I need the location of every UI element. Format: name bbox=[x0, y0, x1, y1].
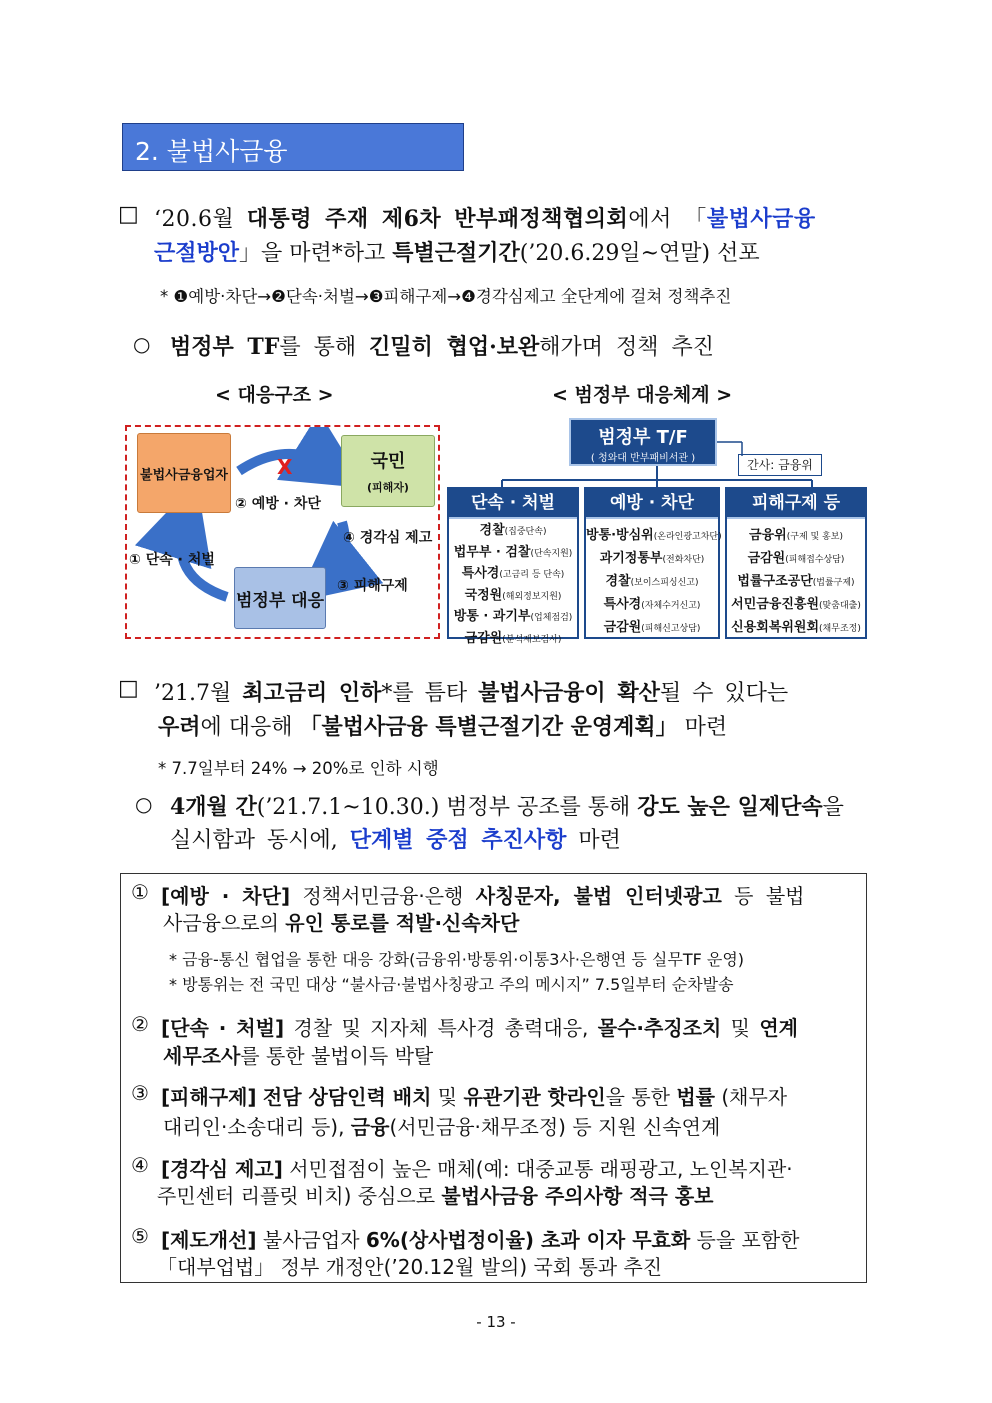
diagram-left-title: < 대응구조 > bbox=[215, 384, 334, 406]
text-run: 4개월 간 bbox=[170, 794, 257, 820]
gov-response-box bbox=[234, 567, 326, 629]
text-run: 해가며 정책 추진 bbox=[539, 335, 715, 360]
text-run: 연계 bbox=[759, 1016, 798, 1040]
para2-sub-line2 bbox=[170, 823, 621, 854]
diagram-right-title: < 범정부 대응체계 > bbox=[552, 384, 733, 406]
text-run: 실시함과 동시에, bbox=[170, 828, 350, 853]
org-item bbox=[586, 525, 722, 548]
text-run: 근절방안 bbox=[154, 240, 240, 266]
text-run: 정책서민금융·은행 bbox=[290, 884, 476, 908]
para2-line1 bbox=[154, 676, 788, 707]
org-item bbox=[449, 607, 577, 629]
org-item bbox=[727, 617, 865, 640]
org-item-role: (피해접수상담) bbox=[785, 555, 845, 565]
text-run: [단속 · 처벌] bbox=[161, 1016, 285, 1040]
org-item-name: 법무부 · 검찰 bbox=[453, 544, 531, 560]
org-item-role: (맞춤대출) bbox=[819, 601, 861, 611]
text-run: 」을 마련*하고 bbox=[239, 241, 393, 266]
measure-number: ③ bbox=[131, 1081, 149, 1105]
text-run: 서민접점이 높은 매체(예: 대중교통 래핑광고, 노인복지관· bbox=[282, 1157, 793, 1181]
org-item-role: (고금리 등 단속) bbox=[499, 570, 565, 580]
text-run: 대리인·소송대리 등), bbox=[163, 1115, 351, 1139]
para1-sub-text bbox=[170, 330, 714, 361]
label-crackdown: ① 단속 · 처벌 bbox=[129, 552, 215, 568]
citizen-box bbox=[341, 435, 435, 507]
measure-line2 bbox=[163, 907, 519, 936]
org-item-name: 신용회복위원회 bbox=[731, 620, 820, 635]
text-run: 6%(상사법정이율) 초과 이자 무효화 bbox=[365, 1228, 691, 1252]
org-head-title: 범정부 T/F bbox=[598, 427, 688, 448]
org-item-name: 특사경 bbox=[461, 566, 500, 581]
org-column-title: 피해구제 등 bbox=[727, 489, 865, 519]
org-item-role: (자체수거신고) bbox=[641, 601, 701, 611]
org-item bbox=[449, 586, 577, 608]
text-run: 주민센터 리플릿 비치) 중심으로 bbox=[157, 1184, 442, 1208]
org-item-role: (온라인광고차단) bbox=[653, 532, 722, 542]
org-item bbox=[586, 594, 718, 617]
text-run: 사금융으로의 bbox=[163, 911, 286, 935]
para1-line2 bbox=[154, 236, 760, 267]
gov-response-label: 범정부 대응 bbox=[235, 590, 325, 611]
measure-note: * 금융-통신 협업을 통한 대응 강화(금융위·방통위·이통3사·은행연 등 실무TF 운영) bbox=[169, 950, 745, 969]
org-item-role: (업체점검) bbox=[530, 613, 573, 623]
text-run: 몰수·추징조치 bbox=[597, 1016, 722, 1040]
measure-line1 bbox=[161, 880, 804, 909]
label-relief: ③ 피해구제 bbox=[337, 578, 408, 594]
org-column bbox=[584, 487, 720, 639]
org-item bbox=[449, 629, 577, 651]
citizen-label: 국민 bbox=[370, 451, 406, 472]
text-run: *를 틈타 bbox=[381, 681, 479, 706]
text-run: 우려 bbox=[158, 714, 201, 740]
para2-bullet: □ bbox=[118, 676, 139, 701]
text-run: ’21.7월 bbox=[154, 681, 243, 706]
measure-number: ④ bbox=[131, 1153, 149, 1177]
para1-sub-bullet: ○ bbox=[133, 332, 151, 356]
measure-line2 bbox=[157, 1251, 662, 1280]
text-run: 긴밀히 협업·보완 bbox=[369, 334, 540, 360]
text-run: 에 대응해 bbox=[200, 715, 300, 740]
org-item bbox=[449, 543, 577, 565]
text-run: 에서 「 bbox=[628, 207, 707, 232]
para2-note: * 7.7일부터 24% → 20%로 인하 시행 bbox=[158, 759, 439, 778]
text-run: 불법사금융 bbox=[706, 206, 816, 232]
measure-number: ② bbox=[131, 1012, 149, 1036]
text-run: 불법사금융이 확산 bbox=[478, 680, 660, 706]
org-head-subtitle: ( 청와대 반부패비서관 ) bbox=[590, 453, 696, 464]
measure-line1 bbox=[161, 1081, 787, 1110]
org-item-name: 과기정통부 bbox=[599, 551, 663, 566]
text-run: (서민금융·채무조정) 등 지원 신속연계 bbox=[389, 1115, 721, 1139]
offender-label: 불법사금융업자 bbox=[140, 467, 228, 483]
citizen-sub-label: (피해자) bbox=[367, 481, 409, 494]
text-run: (’20.6.29일~연말) 선포 bbox=[519, 241, 760, 266]
org-item-role: (전화차단) bbox=[662, 555, 705, 565]
org-item-role: (집중단속) bbox=[504, 527, 547, 537]
org-item bbox=[586, 617, 718, 640]
text-run: 유인 통로를 적발·신속차단 bbox=[285, 911, 520, 935]
para1-line1 bbox=[154, 202, 816, 233]
text-run: 금융 bbox=[350, 1115, 390, 1139]
text-run: 유관기관 핫라인 bbox=[463, 1085, 606, 1109]
text-run: ‘20.6월 bbox=[154, 207, 247, 232]
text-run: 및 bbox=[721, 1016, 760, 1040]
org-item-name: 특사경 bbox=[603, 597, 642, 612]
measure-number: ⑤ bbox=[131, 1224, 149, 1248]
org-item-role: (분석제보검사) bbox=[502, 634, 562, 645]
org-item bbox=[727, 525, 865, 548]
label-alert: ④ 경각심 제고 bbox=[343, 530, 433, 546]
org-head-box bbox=[569, 418, 717, 466]
text-run: 불사금업자 bbox=[256, 1228, 366, 1252]
text-run: 최고금리 인하 bbox=[242, 680, 382, 706]
text-run: 을 bbox=[822, 795, 844, 820]
text-run: 경찰 및 지자체 특사경 총력대응, bbox=[284, 1016, 598, 1040]
org-item-name: 금감원 bbox=[464, 630, 503, 646]
org-item-name: 법률구조공단 bbox=[737, 574, 813, 589]
para1-note: * ❶예방·차단→❷단속·처벌→❸피해구제→❹경각심제고 全단계에 걸쳐 정책추진 bbox=[160, 287, 732, 306]
para1-bullet: □ bbox=[118, 202, 139, 227]
org-item-name: 경찰 bbox=[605, 574, 631, 589]
org-item bbox=[449, 564, 577, 586]
org-item-name: 방통 · 과기부 bbox=[453, 609, 531, 624]
org-item bbox=[449, 521, 577, 543]
org-item-role: (법률구제) bbox=[812, 578, 855, 588]
page-number: - 13 - bbox=[476, 1313, 516, 1331]
text-run: 마련 bbox=[566, 828, 621, 853]
text-run: 전담 상담인력 배치 bbox=[262, 1085, 432, 1109]
org-item-role: (채무조정) bbox=[819, 624, 861, 634]
org-item-name: 경찰 bbox=[479, 523, 505, 538]
org-item bbox=[586, 571, 718, 594]
org-item-name: 금감원 bbox=[747, 551, 786, 566]
text-run: [경각심 제고] bbox=[161, 1157, 283, 1181]
text-run: 및 bbox=[431, 1085, 464, 1109]
text-run: [피해구제] bbox=[161, 1085, 257, 1109]
text-run: 불법사금융 주의사항 적극 홍보 bbox=[441, 1184, 714, 1208]
text-run: 사칭문자, 불법 인터넷광고 bbox=[475, 884, 722, 908]
text-run: 「불법사금융 특별근절기간 운영계획」 bbox=[299, 714, 678, 740]
measure-line2 bbox=[163, 1111, 720, 1140]
label-prevent: ② 예방 · 차단 bbox=[235, 496, 321, 512]
org-item-role: (보이스피싱신고) bbox=[630, 578, 699, 588]
org-item-name: 금감원 bbox=[603, 620, 642, 635]
text-run: 세무조사 bbox=[163, 1044, 241, 1068]
text-run: 될 수 있다는 bbox=[659, 681, 789, 706]
para2-sub-line1 bbox=[170, 790, 844, 821]
org-item bbox=[727, 594, 865, 617]
text-run: 를 통한 불법이득 박탈 bbox=[240, 1044, 434, 1068]
org-item bbox=[727, 548, 865, 571]
measure-note: * 방통위는 전 국민 대상 “불사금·불법사칭광고 주의 메시지” 7.5일부터 순차발송 bbox=[169, 975, 734, 994]
response-structure-diagram bbox=[125, 425, 440, 639]
text-run: (채무자 bbox=[715, 1085, 788, 1109]
text-run: 등 불법 bbox=[721, 884, 805, 908]
secretary-box: 간사: 금융위 bbox=[738, 454, 822, 476]
org-column bbox=[447, 487, 579, 646]
org-item bbox=[727, 571, 865, 594]
org-item-name: 서민금융진흥원 bbox=[731, 597, 820, 612]
measure-line2 bbox=[157, 1180, 713, 1209]
text-run: 대통령 주재 제6차 반부패정책협의회 bbox=[246, 206, 629, 232]
text-run: 특별근절기간 bbox=[392, 240, 520, 266]
text-run: 범정부 TF bbox=[170, 334, 280, 360]
org-item-role: (단속지원) bbox=[530, 548, 573, 559]
text-run: [예방 · 차단] bbox=[161, 884, 291, 908]
para2-sub-bullet: ○ bbox=[135, 792, 153, 816]
x-mark: X bbox=[277, 455, 293, 479]
measure-number: ① bbox=[131, 880, 149, 904]
text-run: (’21.7.1~10.30.) 범정부 공조를 통해 bbox=[256, 795, 638, 820]
measure-line2 bbox=[163, 1040, 433, 1069]
measure-line1 bbox=[161, 1012, 798, 1041]
org-item-name: 금융위 bbox=[749, 528, 787, 543]
text-run: 단계별 중점 추진사항 bbox=[349, 827, 567, 853]
org-item-name: 국정원 bbox=[464, 587, 503, 603]
section-title: 2. 불법사금융 bbox=[122, 123, 464, 171]
org-column bbox=[725, 487, 867, 639]
org-column-title: 예방 · 차단 bbox=[586, 489, 718, 519]
offender-box bbox=[137, 433, 231, 513]
org-item-role: (구제 및 홍보) bbox=[786, 532, 843, 542]
org-item-role: (피해신고상담) bbox=[641, 624, 701, 634]
text-run: 강도 높은 일제단속 bbox=[637, 794, 823, 820]
text-run: 「대부업법」 정부 개정안(’20.12월 발의) 국회 통과 추진 bbox=[157, 1255, 663, 1279]
text-run: 법률 bbox=[676, 1085, 715, 1109]
org-item-name: 방통·방심위 bbox=[586, 528, 654, 543]
org-column-title: 단속 · 처벌 bbox=[449, 489, 577, 519]
org-item bbox=[586, 548, 718, 571]
text-run: 를 통해 bbox=[279, 335, 370, 360]
measure-line1 bbox=[161, 1153, 793, 1182]
text-run: 마련 bbox=[677, 715, 728, 740]
text-run: 을 통한 bbox=[605, 1085, 677, 1109]
text-run: [제도개선] bbox=[161, 1228, 257, 1252]
para2-line2 bbox=[158, 710, 727, 741]
measures-box bbox=[120, 873, 867, 1283]
measure-line1 bbox=[161, 1224, 800, 1253]
text-run: 등을 포함한 bbox=[690, 1228, 800, 1252]
org-item-role: (해외정보지원) bbox=[502, 591, 562, 602]
